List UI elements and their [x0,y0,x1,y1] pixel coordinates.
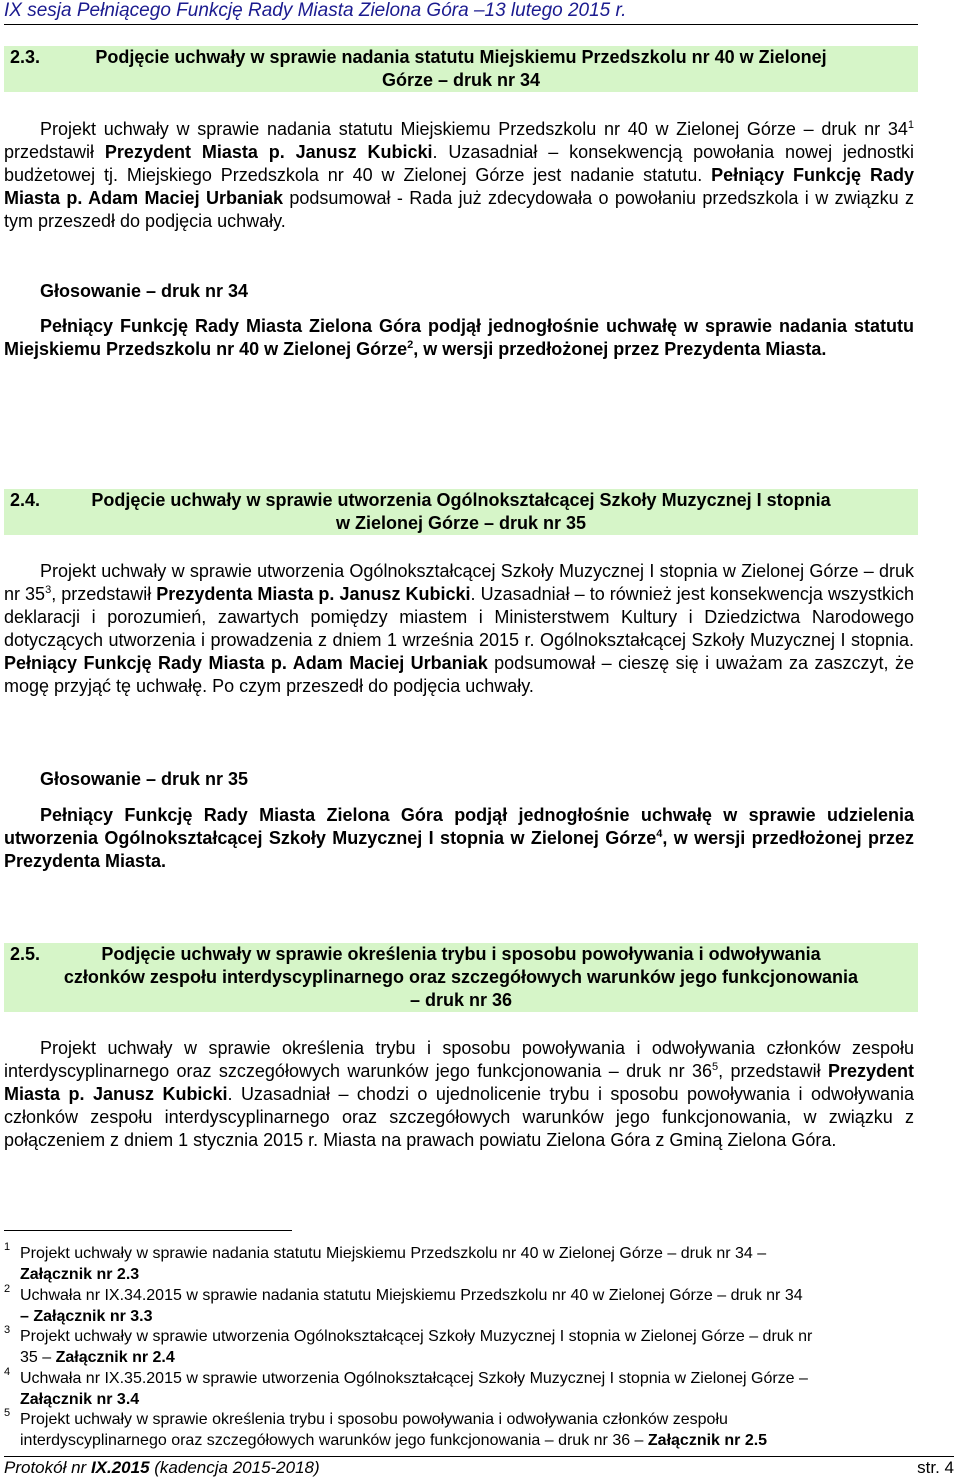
page-header [4,0,918,25]
footnote-separator [4,1230,292,1231]
section-number: 2.4. [10,490,41,510]
footnote: 2 Uchwała nr IX.34.2015 w sprawie nadania statutu Miejskiemu Przedszkolu nr 40 w Zielonej Górze – druk nr 34 – Załącznik nr 3.3 [4,1285,916,1327]
section-title-line: Podjęcie uchwały w sprawie utworzenia Ogólnokształcącej Szkoły Muzycznej I stopnia [91,490,831,510]
header-title: IX sesja Pełniącego Funkcję Rady Miasta Zielona Góra –13 lutego 2015 r. [4,0,627,21]
footnote: 5 Projekt uchwały w sprawie określenia trybu i sposobu powoływania i odwoływania członków zespołu interdyscyplinarnego oraz szczegółowych warunków jego funkcjonowania – druk nr 36 – Załącznik nr 2.5 [4,1409,916,1451]
footnote-number: 2 [4,1283,11,1295]
footnote-ref: 1 [907,119,914,131]
paragraph: Projekt uchwały w sprawie określenia trybu i sposobu powoływania i odwoływania członków zespołu interdyscyplinarnego oraz szczegółowych warunków jego funkcjonowania – druk nr $36^5$, przedstawił Prezydent Miasta p. Janusz Kubicki. Uzasadniał – chodzi o ujednolicenie trybu i sposobu powoływania i odwoływania członków zespołu interdyscyplinarnego oraz szczegółowych warunków jego funkcjonowania, w związku z połączeniem z dniem 1 stycznia 2015 r. Miasta na prawach powiatu Zielona Góra z Gminą Zielona Góra. [4,1038,914,1150]
section-heading-2-3 [4,46,918,92]
footnote-number: 5 [4,1407,11,1419]
section-number: 2.5. [10,944,41,964]
page-number: str. 4 [917,1458,954,1477]
footnote: 1 Projekt uchwały w sprawie nadania statutu Miejskiemu Przedszkolu nr 40 w Zielonej Górze – druk nr 34 – Załącznik nr 2.3 [4,1243,916,1285]
section-title-line: w Zielonej Górze – druk nr 35 [335,513,587,533]
footnote: 4 Uchwała nr IX.35.2015 w sprawie utworzenia Ogólnokształcącej Szkoły Muzycznej I stopnia w Zielonej Górze – Załącznik nr 3.4 [4,1368,916,1410]
section-heading-2-4 [4,489,918,535]
footer-protocol: Protokół nr IX.2015 (kadencja 2015-2018) [4,1458,320,1477]
section-title-line: Górze – druk nr 34 [381,70,541,90]
section-title-line: Podjęcie uchwały w sprawie określenia trybu i sposobu powoływania i odwoływania [101,944,821,964]
footnote-number: 1 [4,1241,11,1253]
section-title-line: – druk nr 36 [409,990,513,1010]
footnote-ref: 3 [45,584,52,596]
section-title-line: Podjęcie uchwały w sprawie nadania statutu Miejskiemu Przedszkolu nr 40 w Zielonej [95,47,827,67]
vote-result: Pełniący Funkcję Rady Miasta Zielona Góra podjął jednogłośnie uchwałę w sprawie udzielenia utworzenia Ogólnokształcącej Szkoły Muzycznej I stopnia w Zielonej Górze$^4$, w wersji przedłożonej przez Prezydenta Miasta. [4,805,914,871]
vote-result: Pełniący Funkcję Rady Miasta Zielona Góra podjął jednogłośnie uchwałę w sprawie nadania statutu Miejskiemu Przedszkolu nr 40 w Zielonej Górze$^2$, w wersji przedłożonej przez Prezydenta Miasta. [4,316,914,359]
footnote-ref: 2 [407,339,414,351]
section-number: 2.3. [10,47,41,67]
footnote: 3 Projekt uchwały w sprawie utworzenia Ogólnokształcącej Szkoły Muzycznej I stopnia w Zielonej Górze – druk nr 35 – Załącznik nr 2.4 [4,1326,916,1368]
paragraph: Projekt uchwały w sprawie nadania statutu Miejskiemu Przedszkolu nr 40 w Zielonej Górze – druk nr $34^1$ przedstawił Prezydent Miasta p. Janusz Kubicki. Uzasadniał – konsekwencją powołania nowej jednostki budżetowej tj. Miejskiego Przedszkola nr 40 w Zielonej Górze jest nadanie statutu. Pełniący Funkcję Rady Miasta p. Adam Maciej Urbaniak podsumował - Rada już zdecydowała o powołaniu przedszkola i w związku z tym przeszedł do podjęcia uchwały. [4,119,915,231]
footnote-number: 4 [4,1366,11,1378]
vote-title: Głosowanie – druk nr 35 [40,769,249,789]
page-footer [4,1456,954,1479]
section-heading-2-5 [4,943,918,1012]
footnote-ref: 5 [712,1061,719,1073]
footnote-ref: 4 [656,828,663,840]
footnote-number: 3 [4,1324,11,1336]
paragraph: Projekt uchwały w sprawie utworzenia Ogólnokształcącej Szkoły Muzycznej I stopnia w Zielonej Górze – druk nr $35^3$, przedstawił Prezydenta Miasta p. Janusz Kubicki. Uzasadniał – to również jest konsekwencja wszystkich deklaracji i porozumień, zawartych pomiędzy miastem i Ministerstwem Kultury i Dziedzictwa Narodowego dotyczących utworzenia i prowadzenia z dniem 1 września 2015 r. Ogólnokształcącej Szkoły Muzycznej I stopnia. Pełniący Funkcję Rady Miasta p. Adam Maciej Urbaniak podsumował – cieszę się i uważam za zaszczyt, że mogę przyjąć tę uchwałę. Po czym przeszedł do podjęcia uchwały. [4,561,914,696]
section-title-line: członków zespołu interdyscyplinarnego oraz szczegółowych warunków jego funkcjonowania [63,967,859,987]
vote-title: Głosowanie – druk nr 34 [40,281,249,301]
